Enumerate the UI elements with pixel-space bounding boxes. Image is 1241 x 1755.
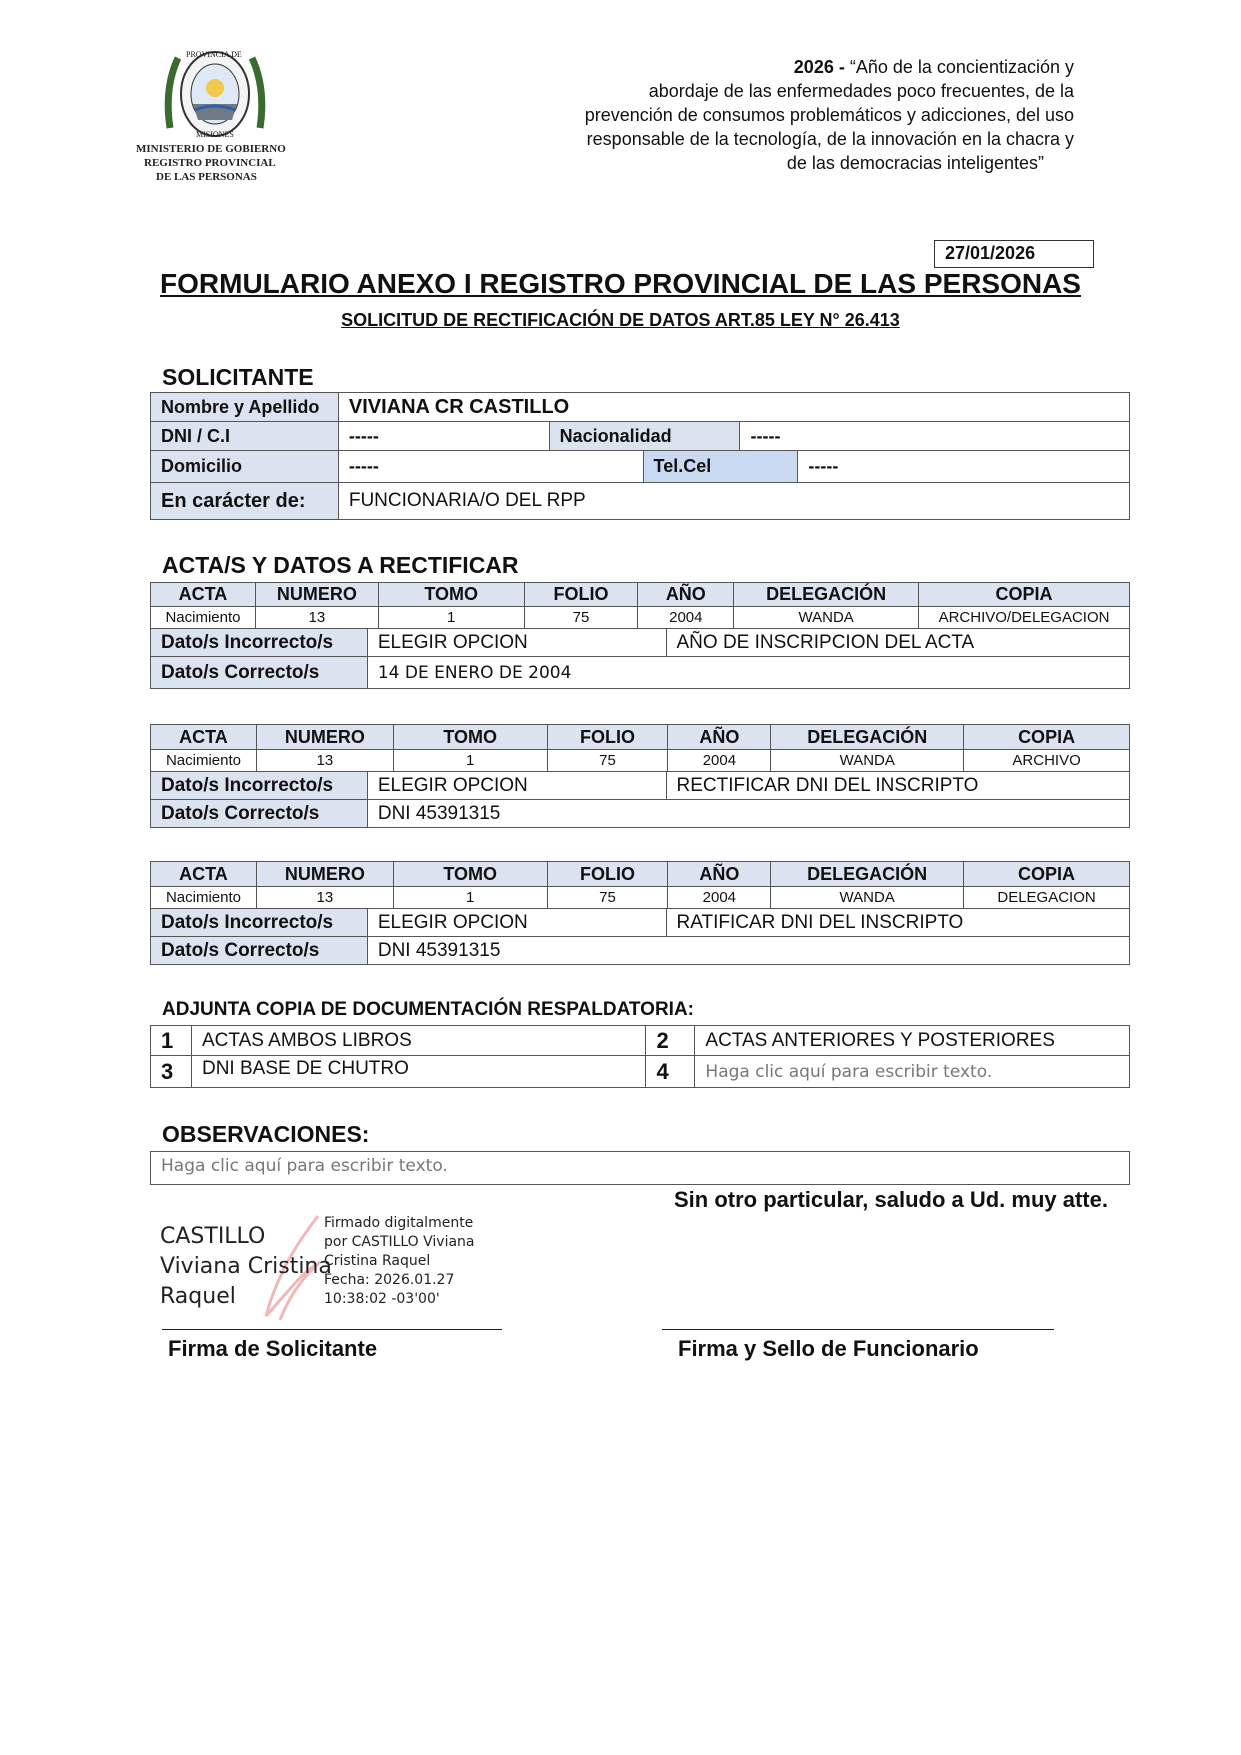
year-motto xyxy=(480,55,1074,175)
numero-cell[interactable]: 13 xyxy=(255,607,378,629)
form-title: FORMULARIO ANEXO I REGISTRO PROVINCIAL DE LAS PERSONAS xyxy=(160,268,1081,299)
correct-field[interactable]: DNI 45391315 xyxy=(367,800,1129,828)
col-acta: ACTA xyxy=(151,583,256,607)
signer-name-line: Raquel xyxy=(160,1284,236,1309)
closing-text: Sin otro particular, saludo a Ud. muy atte. xyxy=(674,1187,1108,1212)
acta-cell[interactable]: Nacimiento xyxy=(151,887,257,909)
motto-line: abordaje de las enfermedades poco frecuentes, de la xyxy=(648,81,1074,101)
motto-line: de las democracias inteligentes” xyxy=(786,153,1044,173)
col-delegacion: DELEGACIÓN xyxy=(734,583,919,607)
option-select[interactable]: ELEGIR OPCION xyxy=(367,909,666,937)
doc-item-placeholder[interactable]: Haga clic aquí para escribir texto. xyxy=(695,1056,1130,1088)
acta-table xyxy=(150,724,1130,772)
col-tomo: TOMO xyxy=(393,725,547,750)
col-anio: AÑO xyxy=(668,725,771,750)
numero-cell[interactable]: 13 xyxy=(256,887,393,909)
correct-field[interactable]: DNI 45391315 xyxy=(367,937,1129,965)
col-anio: AÑO xyxy=(668,862,771,887)
col-folio: FOLIO xyxy=(547,725,668,750)
caracter-field[interactable]: FUNCIONARIA/O DEL RPP xyxy=(338,483,1129,520)
domicilio-label: Domicilio xyxy=(151,451,339,483)
anio-cell[interactable]: 2004 xyxy=(638,607,734,629)
acta-cell[interactable]: Nacimiento xyxy=(151,750,257,772)
solicitante-heading: SOLICITANTE xyxy=(162,364,314,390)
col-anio: AÑO xyxy=(638,583,734,607)
col-tomo: TOMO xyxy=(393,862,547,887)
date-field[interactable]: 27/01/2026 xyxy=(934,240,1094,268)
incorrect-label: Dato/s Incorrecto/s xyxy=(151,909,368,937)
correct-label: Dato/s Correcto/s xyxy=(151,657,368,689)
nombre-label: Nombre y Apellido xyxy=(151,393,339,422)
doc-item[interactable]: ACTAS AMBOS LIBROS xyxy=(191,1026,645,1056)
dni-label: DNI / C.I xyxy=(151,422,339,451)
option-select[interactable]: ELEGIR OPCION xyxy=(367,629,666,657)
copia-cell[interactable]: DELEGACION xyxy=(964,887,1130,909)
signer-name xyxy=(160,1222,332,1312)
org-line: REGISTRO PROVINCIAL xyxy=(144,157,276,169)
province-seal xyxy=(160,48,270,144)
acta-cell[interactable]: Nacimiento xyxy=(151,607,256,629)
col-acta: ACTA xyxy=(151,725,257,750)
firma-solicitante-label: Firma de Solicitante xyxy=(168,1336,378,1361)
seal-text-top: PROVINCIA DE xyxy=(186,50,242,59)
domicilio-field[interactable]: ----- xyxy=(338,451,643,483)
observaciones-heading: OBSERVACIONES: xyxy=(162,1121,370,1147)
acta-table xyxy=(150,861,1130,909)
anio-cell[interactable]: 2004 xyxy=(668,887,771,909)
incorrect-label: Dato/s Incorrecto/s xyxy=(151,772,368,800)
col-numero: NUMERO xyxy=(256,725,393,750)
delegacion-cell[interactable]: WANDA xyxy=(771,887,964,909)
signature-metadata xyxy=(324,1214,475,1309)
nombre-field[interactable]: VIVIANA CR CASTILLO xyxy=(338,393,1129,422)
doc-number: 2 xyxy=(646,1026,695,1056)
col-copia: COPIA xyxy=(919,583,1130,607)
doc-number: 4 xyxy=(646,1056,695,1088)
doc-number: 3 xyxy=(151,1056,192,1088)
tomo-cell[interactable]: 1 xyxy=(393,887,547,909)
org-line: DE LAS PERSONAS xyxy=(156,171,257,183)
incorrect-label: Dato/s Incorrecto/s xyxy=(151,629,368,657)
nacionalidad-label: Nacionalidad xyxy=(549,422,740,451)
col-folio: FOLIO xyxy=(524,583,638,607)
numero-cell[interactable]: 13 xyxy=(256,750,393,772)
delegacion-cell[interactable]: WANDA xyxy=(734,607,919,629)
signature-meta-line: Firmado digitalmente xyxy=(324,1215,474,1231)
signature-line-solicitante xyxy=(162,1329,502,1330)
dni-field[interactable]: ----- xyxy=(338,422,549,451)
adjunta-heading: ADJUNTA COPIA DE DOCUMENTACIÓN RESPALDATORIA: xyxy=(162,999,694,1020)
col-acta: ACTA xyxy=(151,862,257,887)
signer-name-line: CASTILLO xyxy=(160,1224,266,1249)
tomo-cell[interactable]: 1 xyxy=(378,607,524,629)
firma-funcionario-label: Firma y Sello de Funcionario xyxy=(678,1336,979,1361)
caracter-label: En carácter de: xyxy=(151,483,339,520)
doc-item[interactable]: ACTAS ANTERIORES Y POSTERIORES xyxy=(695,1026,1130,1056)
acta-data-table xyxy=(150,908,1130,965)
col-tomo: TOMO xyxy=(378,583,524,607)
observaciones-field[interactable]: Haga clic aquí para escribir texto. xyxy=(150,1151,1130,1185)
solicitante-table xyxy=(150,392,1130,520)
acta-data-table xyxy=(150,771,1130,828)
nacionalidad-field[interactable]: ----- xyxy=(740,422,1130,451)
correct-label: Dato/s Correcto/s xyxy=(151,800,368,828)
folio-cell[interactable]: 75 xyxy=(547,750,668,772)
folio-cell[interactable]: 75 xyxy=(524,607,638,629)
col-numero: NUMERO xyxy=(255,583,378,607)
motto-line: responsable de la tecnología, de la innovación en la chacra y xyxy=(586,129,1074,149)
option-select[interactable]: ELEGIR OPCION xyxy=(367,772,666,800)
tel-field[interactable]: ----- xyxy=(798,451,1130,483)
col-delegacion: DELEGACIÓN xyxy=(771,862,964,887)
incorrect-field[interactable]: RATIFICAR DNI DEL INSCRIPTO xyxy=(666,909,1129,937)
incorrect-field[interactable]: AÑO DE INSCRIPCION DEL ACTA xyxy=(666,629,1130,657)
col-folio: FOLIO xyxy=(547,862,668,887)
correct-label: Dato/s Correcto/s xyxy=(151,937,368,965)
motto-line: “Año de la concientización y xyxy=(849,57,1074,77)
signature-meta-line: Fecha: 2026.01.27 xyxy=(324,1272,455,1288)
col-copia: COPIA xyxy=(964,862,1130,887)
signer-name-line: Viviana Cristina xyxy=(160,1254,332,1279)
form-subtitle: SOLICITUD DE RECTIFICACIÓN DE DATOS ART.85 LEY N° 26.413 xyxy=(341,310,900,330)
incorrect-field[interactable]: RECTIFICAR DNI DEL INSCRIPTO xyxy=(666,772,1129,800)
actas-heading: ACTA/S Y DATOS A RECTIFICAR xyxy=(162,552,519,578)
doc-number: 1 xyxy=(151,1026,192,1056)
copia-cell[interactable]: ARCHIVO xyxy=(964,750,1130,772)
organization-name xyxy=(136,142,316,184)
anio-cell[interactable]: 2004 xyxy=(668,750,771,772)
motto-line: prevención de consumos problemáticos y adicciones, del uso xyxy=(584,105,1074,125)
delegacion-cell[interactable]: WANDA xyxy=(771,750,964,772)
col-delegacion: DELEGACIÓN xyxy=(771,725,964,750)
signature-meta-line: Cristina Raquel xyxy=(324,1253,431,1269)
signature-line-funcionario xyxy=(662,1329,1054,1330)
acta-data-table xyxy=(150,628,1130,689)
adjunta-table xyxy=(150,1025,1130,1088)
doc-item[interactable]: DNI BASE DE CHUTRO xyxy=(191,1056,645,1088)
org-line: MINISTERIO DE GOBIERNO xyxy=(136,143,286,155)
tomo-cell[interactable]: 1 xyxy=(393,750,547,772)
col-numero: NUMERO xyxy=(256,862,393,887)
folio-cell[interactable]: 75 xyxy=(547,887,668,909)
signature-meta-line: 10:38:02 -03'00' xyxy=(324,1291,440,1307)
seal-text-bottom: MISIONES xyxy=(196,130,234,139)
tel-label: Tel.Cel xyxy=(643,451,798,483)
motto-year: 2026 - xyxy=(793,57,845,77)
copia-cell[interactable]: ARCHIVO/DELEGACION xyxy=(919,607,1130,629)
signature-meta-line: por CASTILLO Viviana xyxy=(324,1234,475,1250)
acta-table xyxy=(150,582,1130,629)
col-copia: COPIA xyxy=(964,725,1130,750)
correct-field[interactable]: 14 DE ENERO DE 2004 xyxy=(367,657,1129,689)
